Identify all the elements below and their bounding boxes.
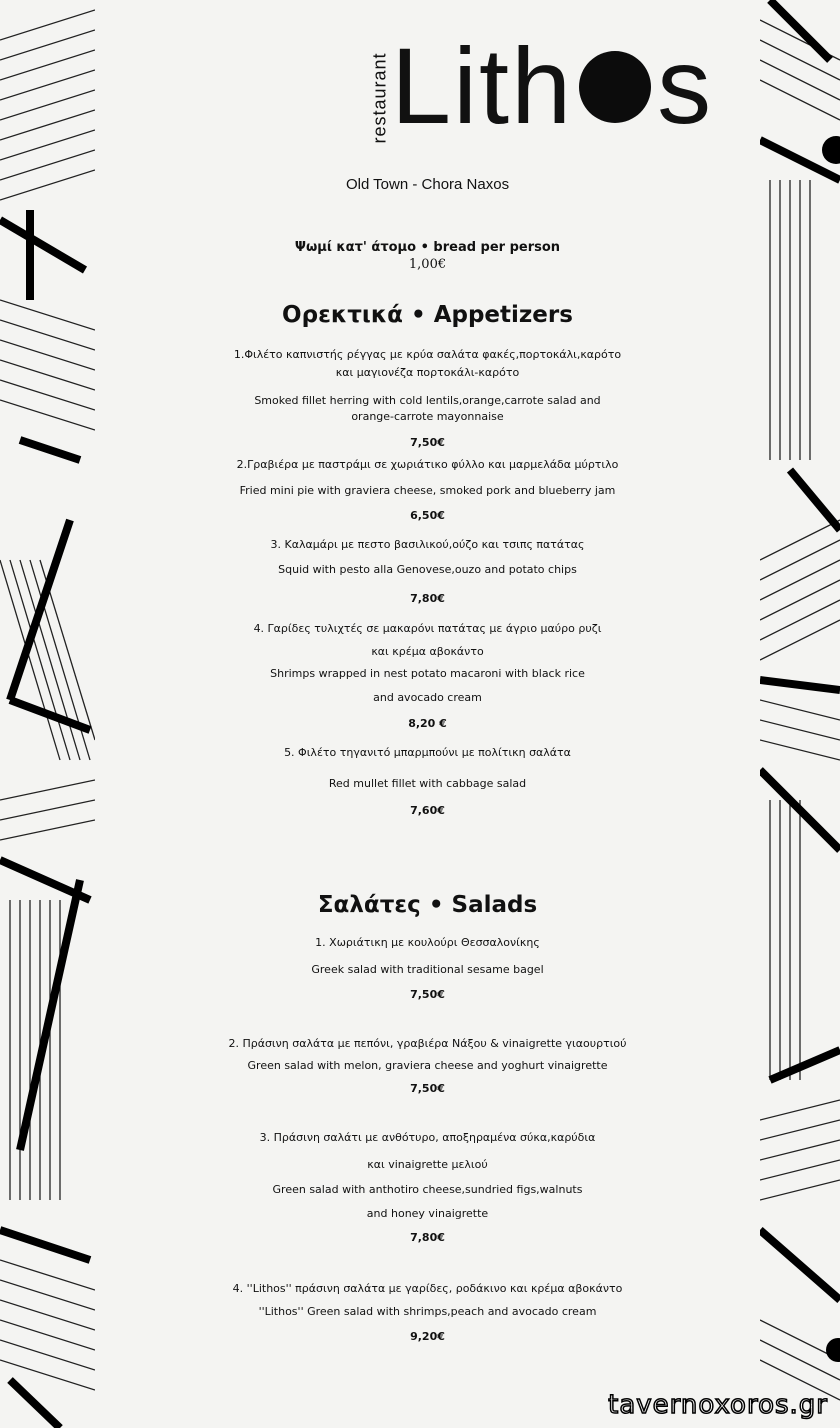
salad-3-english-line-1: Green salad with anthotiro cheese,sundried figs,walnuts (272, 1183, 583, 1196)
salad-1-greek: 1. Χωριάτικη με κουλούρι Θεσσαλονίκης (315, 936, 540, 949)
salad-4-greek: 4. ''Lithos'' πράσινη σαλάτα με γαρίδες, ροδάκινο και κρέμα αβοκάντο (232, 1282, 623, 1295)
site-watermark: tavernoxoros.gr (608, 1390, 828, 1420)
left-decorative-border (0, 0, 95, 1428)
salad-3-greek-line-1: 3. Πράσινη σαλάτι με ανθότυρο, αποξηραμένα σύκα,καρύδια (259, 1131, 596, 1144)
bread-label: Ψωμί κατ' άτομο • bread per person (294, 240, 561, 255)
appetizer-1-english-line-2: orange-carrote mayonnaise (351, 410, 504, 423)
geometric-pattern-right (760, 0, 840, 1428)
logo-brand-name: Lith s (391, 25, 714, 146)
appetizer-1-english-line-1: Smoked fillet herring with cold lentils,orange,carrote salad and (254, 394, 601, 407)
restaurant-logo (95, 25, 760, 158)
appetizer-2-price: 6,50€ (410, 509, 445, 522)
appetizer-4-greek-line-1: 4. Γαρίδες τυλιχτές σε μακαρόνι πατάτας με άγριο μαύρο ρυζι (253, 622, 602, 635)
right-decorative-border (760, 0, 840, 1428)
bread-price: 1,00€ (408, 257, 447, 272)
appetizer-4-greek-line-2: και κρέμα αβοκάντο (371, 645, 484, 658)
appetizer-1-price: 7,50€ (410, 436, 445, 449)
bread-charge (95, 240, 760, 272)
location-subtitle: Old Town - Chora Naxos (345, 176, 510, 193)
salads-heading: Σαλάτες • Salads (317, 892, 538, 918)
salad-3-english-line-2: and honey vinaigrette (366, 1207, 489, 1220)
logo-circle-icon (579, 51, 651, 123)
appetizer-3-price: 7,80€ (410, 592, 445, 605)
geometric-pattern-left (0, 0, 95, 1428)
salad-3-greek-line-2: και vinaigrette μελιού (367, 1158, 488, 1171)
appetizer-4-english-line-1: Shrimps wrapped in nest potato macaroni with black rice (270, 667, 585, 680)
logo-side-word: restaurant (369, 52, 390, 144)
appetizer-4-price: 8,20 € (408, 717, 447, 730)
appetizer-3-greek: 3. Καλαμάρι με πεστο βασιλικού,ούζο και τσιπς πατάτας (270, 538, 585, 551)
appetizer-4-english-line-2: and avocado cream (373, 691, 482, 704)
salad-4-price: 9,20€ (410, 1330, 445, 1343)
appetizer-3-english: Squid with pesto alla Genovese,ouzo and potato chips (278, 563, 577, 576)
salad-2-price: 7,50€ (410, 1082, 445, 1095)
appetizer-5-price: 7,60€ (410, 804, 445, 817)
appetizer-5-greek: 5. Φιλέτο τηγανιτό μπαρμπούνι με πολίτικη σαλάτα (284, 746, 571, 759)
appetizer-5-english: Red mullet fillet with cabbage salad (328, 777, 527, 790)
appetizer-1-greek-line-1: 1.Φιλέτο καπνιστής ρέγγας με κρύα σαλάτα φακές,πορτοκάλι,καρότο (233, 348, 622, 361)
appetizer-2-english: Fried mini pie with graviera cheese, smoked pork and blueberry jam (239, 484, 616, 497)
salad-1-price: 7,50€ (410, 988, 445, 1001)
appetizers-heading: Ορεκτικά • Appetizers (282, 302, 573, 328)
appetizer-2-greek: 2.Γραβιέρα με παστράμι σε χωριάτικο φύλλο και μαρμελάδα μύρτιλο (236, 458, 619, 471)
salad-2-greek: 2. Πράσινη σαλάτα με πεπόνι, γραβιέρα Νάξου & vinaigrette γιαουρτιού (228, 1037, 627, 1050)
salad-2-english: Green salad with melon, graviera cheese and yoghurt vinaigrette (247, 1059, 608, 1072)
salad-1-english: Greek salad with traditional sesame bagel (311, 963, 544, 976)
appetizer-1-greek-line-2: και μαγιονέζα πορτοκάλι-καρότο (335, 366, 520, 379)
menu-page (95, 0, 760, 1428)
salad-4-english: ''Lithos'' Green salad with shrimps,peach and avocado cream (258, 1305, 597, 1318)
salad-3-price: 7,80€ (410, 1231, 445, 1244)
